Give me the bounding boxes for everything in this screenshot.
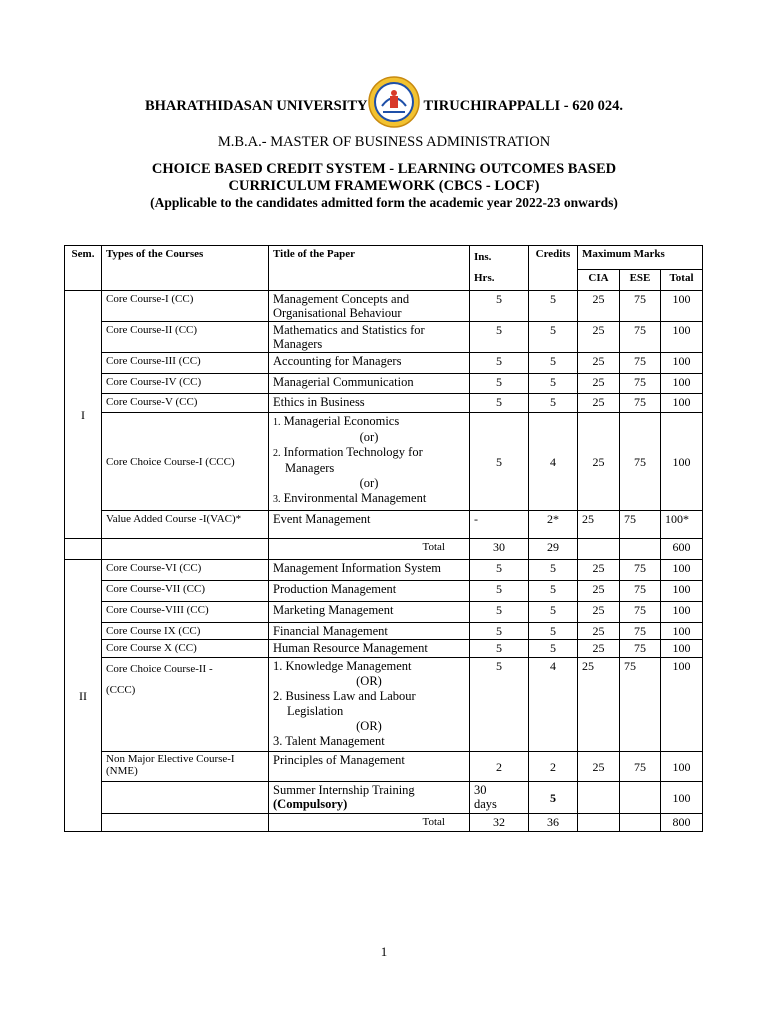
table-row <box>65 602 703 623</box>
total-credits: 36 <box>529 814 578 832</box>
ese-marks: 75 <box>620 413 661 511</box>
course-type: Core Course-VII (CC) <box>102 581 269 602</box>
total-marks: 100 <box>661 394 703 413</box>
option-3: 3. Environmental Management <box>273 491 427 505</box>
cia-marks: 25 <box>578 581 620 602</box>
empty-cell <box>102 539 269 560</box>
empty-cell <box>620 539 661 560</box>
col-header-title: Title of the Paper <box>269 246 470 291</box>
credits: 2* <box>529 511 578 539</box>
course-type: Non Major Elective Course-I (NME) <box>102 752 269 782</box>
ins-hrs: 5 <box>470 322 529 353</box>
framework-title-line1: CHOICE BASED CREDIT SYSTEM - LEARNING OUTCOMES BASED <box>151 161 617 177</box>
table-row <box>65 374 703 394</box>
header-row <box>65 246 703 270</box>
empty-cell <box>65 539 102 560</box>
credits: 5 <box>529 782 578 814</box>
ins-hrs: - <box>470 511 529 539</box>
total-marks: 100 <box>661 413 703 511</box>
col-header-type: Types of the Courses <box>102 246 269 291</box>
total-marks: 100 <box>661 291 703 322</box>
col-header-ins-hrs <box>470 246 529 291</box>
option-2: 2. Business Law and Labour <box>273 689 416 703</box>
empty-cell <box>578 814 620 832</box>
credits: 5 <box>529 322 578 353</box>
paper-options <box>269 413 470 511</box>
credits: 5 <box>529 602 578 623</box>
table-row <box>65 640 703 658</box>
paper-title: Marketing Management <box>269 602 470 623</box>
cia-marks: 25 <box>578 658 620 752</box>
cia-marks: 25 <box>578 752 620 782</box>
credits: 5 <box>529 560 578 581</box>
ins-hrs: 5 <box>470 394 529 413</box>
ese-marks: 75 <box>620 581 661 602</box>
course-type: Core Choice Course-II - (CCC) <box>102 658 269 752</box>
paper-title: Management Concepts and Organisational Behaviour <box>269 291 470 322</box>
cia-marks: 25 <box>578 640 620 658</box>
total-marks: 100 <box>661 322 703 353</box>
ese-marks: 75 <box>620 640 661 658</box>
course-type: Core Course-IV (CC) <box>102 374 269 394</box>
ese-marks: 75 <box>620 511 661 539</box>
col-header-max-marks: Maximum Marks <box>578 246 703 270</box>
ins-hrs: 5 <box>470 353 529 374</box>
total-marks: 100 <box>661 374 703 394</box>
credits: 4 <box>529 658 578 752</box>
ins-hrs: 5 <box>470 291 529 322</box>
empty-cell <box>578 539 620 560</box>
credits: 5 <box>529 640 578 658</box>
cia-marks: 25 <box>578 602 620 623</box>
cia-marks: 25 <box>578 394 620 413</box>
framework-title-line2: CURRICULUM FRAMEWORK (CBCS - LOCF) <box>228 178 540 194</box>
ese-marks: 75 <box>620 623 661 640</box>
paper-title: Human Resource Management <box>269 640 470 658</box>
credits: 5 <box>529 353 578 374</box>
ese-marks: 75 <box>620 394 661 413</box>
paper-title: Management Information System <box>269 560 470 581</box>
col-header-total: Total <box>661 270 703 291</box>
total-marks: 100 <box>661 623 703 640</box>
cia-marks: 25 <box>578 413 620 511</box>
ese-marks: 75 <box>620 353 661 374</box>
table-row <box>65 353 703 374</box>
total-marks: 100 <box>661 602 703 623</box>
paper-options <box>269 658 470 752</box>
total-marks: 100 <box>661 353 703 374</box>
table-row <box>65 413 703 511</box>
ese-marks: 75 <box>620 291 661 322</box>
cia-marks: 25 <box>578 322 620 353</box>
ins-hrs: 5 <box>470 560 529 581</box>
total-label: Total <box>269 814 470 832</box>
credits: 5 <box>529 394 578 413</box>
total-marks: 100 <box>661 752 703 782</box>
or-separator: (or) <box>359 476 379 490</box>
ins-hrs: 5 <box>470 640 529 658</box>
col-header-sem: Sem. <box>65 246 102 291</box>
semester-label: I <box>65 291 102 539</box>
col-header-ins: Ins. <box>474 251 492 263</box>
total-marks: 100 <box>661 640 703 658</box>
empty-cell <box>620 814 661 832</box>
total-marks-sum: 600 <box>661 539 703 560</box>
ins-hrs: 5 <box>470 602 529 623</box>
credits: 5 <box>529 291 578 322</box>
table-row <box>65 291 703 322</box>
option-2: 2. Information Technology for <box>273 445 423 459</box>
ins-hrs: 2 <box>470 752 529 782</box>
paper-title: Production Management <box>269 581 470 602</box>
cia-marks: 25 <box>578 353 620 374</box>
ins-hrs: 5 <box>470 413 529 511</box>
table-row <box>65 394 703 413</box>
table-row <box>65 322 703 353</box>
table-row <box>65 511 703 539</box>
total-marks: 100 <box>661 560 703 581</box>
paper-title: Financial Management <box>269 623 470 640</box>
ese-marks: 75 <box>620 602 661 623</box>
total-credits: 29 <box>529 539 578 560</box>
total-marks: 100 <box>661 658 703 752</box>
credits: 5 <box>529 581 578 602</box>
credits: 4 <box>529 413 578 511</box>
course-type: Core Course-II (CC) <box>102 322 269 353</box>
col-header-cia: CIA <box>578 270 620 291</box>
ins-hrs: 5 <box>470 581 529 602</box>
total-hrs: 32 <box>470 814 529 832</box>
programme-title: M.B.A.- MASTER OF BUSINESS ADMINISTRATION <box>217 134 551 150</box>
cia-marks: 25 <box>578 511 620 539</box>
table-row <box>65 623 703 640</box>
total-marks-sum: 800 <box>661 814 703 832</box>
empty-cell <box>578 782 620 814</box>
or-separator: (OR) <box>356 719 382 733</box>
ese-marks: 75 <box>620 752 661 782</box>
university-location: TIRUCHIRAPPALLI - 620 024. <box>423 98 624 114</box>
total-marks: 100 <box>661 782 703 814</box>
cia-marks: 25 <box>578 291 620 322</box>
semester-label: II <box>65 560 102 832</box>
total-row <box>65 814 703 832</box>
ins-hrs: 5 <box>470 658 529 752</box>
empty-cell <box>620 782 661 814</box>
total-label: Total <box>269 539 470 560</box>
total-row <box>65 539 703 560</box>
course-type: Core Course-V (CC) <box>102 394 269 413</box>
course-type: Core Course-VI (CC) <box>102 560 269 581</box>
paper-title: Summer Internship Training (Compulsory) <box>269 782 470 814</box>
credits: 5 <box>529 623 578 640</box>
university-name: BHARATHIDASAN UNIVERSITY <box>144 98 368 114</box>
curriculum-table <box>64 245 703 832</box>
table-row <box>65 658 703 752</box>
ese-marks: 75 <box>620 374 661 394</box>
paper-title: Event Management <box>269 511 470 539</box>
course-type: Core Course IX (CC) <box>102 623 269 640</box>
table-row <box>65 782 703 814</box>
total-hrs: 30 <box>470 539 529 560</box>
course-type: Core Course-VIII (CC) <box>102 602 269 623</box>
ese-marks: 75 <box>620 322 661 353</box>
course-type: Core Course-III (CC) <box>102 353 269 374</box>
cia-marks: 25 <box>578 623 620 640</box>
option-1: 1. Knowledge Management <box>273 659 412 673</box>
paper-title: Accounting for Managers <box>269 353 470 374</box>
paper-title: Mathematics and Statistics for Managers <box>269 322 470 353</box>
or-separator: (or) <box>359 430 379 444</box>
ins-hrs: 5 <box>470 623 529 640</box>
ese-marks: 75 <box>620 658 661 752</box>
or-separator: (OR) <box>356 674 382 688</box>
paper-title: Managerial Communication <box>269 374 470 394</box>
option-2-cont: Managers <box>285 461 335 475</box>
paper-title: Ethics in Business <box>269 394 470 413</box>
option-1: 1. Managerial Economics <box>273 414 400 428</box>
ese-marks: 75 <box>620 560 661 581</box>
page-number: 1 <box>380 944 388 959</box>
course-type: Core Choice Course-I (CCC) <box>102 413 269 511</box>
table-row <box>65 581 703 602</box>
credits: 5 <box>529 374 578 394</box>
option-3: 3. Talent Management <box>273 734 385 748</box>
col-header-ese: ESE <box>620 270 661 291</box>
col-header-credits: Credits <box>529 246 578 291</box>
university-emblem-icon <box>368 76 420 128</box>
cia-marks: 25 <box>578 560 620 581</box>
table-row <box>65 560 703 581</box>
applicability-note: (Applicable to the candidates admitted form the academic year 2022-23 onwards) <box>150 195 618 210</box>
paper-title: Principles of Management <box>269 752 470 782</box>
total-marks: 100 <box>661 581 703 602</box>
total-marks: 100* <box>661 511 703 539</box>
course-type: Core Course X (CC) <box>102 640 269 658</box>
course-type: Core Course-I (CC) <box>102 291 269 322</box>
col-header-hrs: Hrs. <box>474 272 495 284</box>
course-type: Value Added Course -I(VAC)* <box>102 511 269 539</box>
credits: 2 <box>529 752 578 782</box>
ins-hrs: 5 <box>470 374 529 394</box>
cia-marks: 25 <box>578 374 620 394</box>
option-2-cont: Legislation <box>287 704 344 718</box>
empty-cell <box>102 782 269 814</box>
empty-cell <box>102 814 269 832</box>
ins-hrs: 30 days <box>470 782 529 814</box>
table-row <box>65 752 703 782</box>
